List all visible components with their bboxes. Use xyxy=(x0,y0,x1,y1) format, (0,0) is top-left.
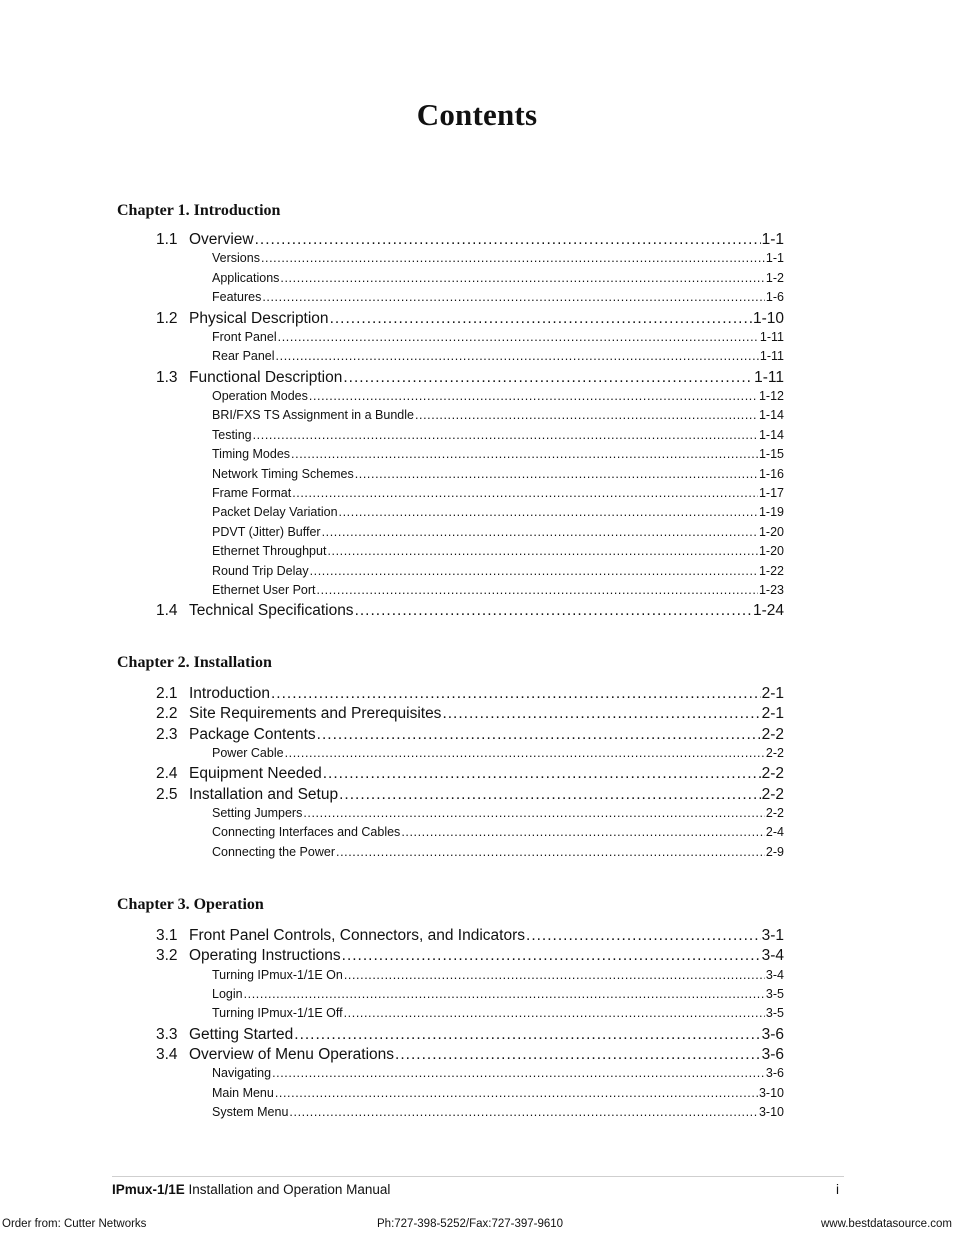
toc-page-number: 1-10 xyxy=(752,309,784,327)
toc-entry-title: Installation and Setup xyxy=(189,785,339,803)
toc-dot-leader xyxy=(262,290,765,304)
toc-page-number: 3-4 xyxy=(761,947,784,965)
footer-page-number: i xyxy=(836,1182,839,1197)
toc-section-entry[interactable] xyxy=(156,685,784,706)
toc-entry-title: Introduction xyxy=(189,685,270,702)
toc-dot-leader xyxy=(339,505,758,519)
toc-section-entry[interactable] xyxy=(156,726,784,747)
footer-manual-name: Installation and Operation Manual xyxy=(188,1182,391,1197)
toc-subsection-entry[interactable] xyxy=(212,825,784,843)
toc-entry-title: Technical Specifications xyxy=(189,602,354,620)
toc-subsection-entry[interactable] xyxy=(212,290,784,308)
toc-subsection-entry[interactable] xyxy=(212,408,784,426)
toc-dot-leader xyxy=(415,408,758,422)
toc-entry-title: Versions xyxy=(212,251,260,266)
toc-subsection-entry[interactable] xyxy=(212,968,784,986)
toc-page-number: 2-2 xyxy=(761,725,784,743)
toc-section-number: 1.4 xyxy=(156,602,178,620)
toc-dot-leader xyxy=(292,486,758,500)
toc-dot-leader xyxy=(289,1105,758,1119)
toc-entry-title: Operating Instructions xyxy=(189,947,341,965)
toc-dot-leader xyxy=(342,947,761,965)
toc-page-number: 1-11 xyxy=(759,329,784,344)
toc-subsection-entry[interactable] xyxy=(212,525,784,543)
toc-dot-leader xyxy=(317,583,758,597)
toc-entry-title: Turning IPmux-1/1E On xyxy=(212,967,343,982)
footer-divider xyxy=(112,1176,844,1177)
toc-subsection-entry[interactable] xyxy=(212,428,784,446)
toc-page-number: 2-1 xyxy=(761,705,784,723)
toc-dot-leader xyxy=(255,231,761,249)
toc-subsection-entry[interactable] xyxy=(212,1086,784,1104)
toc-page-number: 3-10 xyxy=(758,1105,784,1120)
toc-dot-leader xyxy=(278,330,759,344)
toc-subsection-entry[interactable] xyxy=(212,505,784,523)
toc-subsection-entry[interactable] xyxy=(212,806,784,824)
toc-entry-title: Rear Panel xyxy=(212,349,275,364)
toc-dot-leader xyxy=(343,369,753,387)
toc-dot-leader xyxy=(309,389,758,403)
toc-section-entry[interactable] xyxy=(156,602,784,623)
toc-subsection-entry[interactable] xyxy=(212,389,784,407)
toc-dot-leader xyxy=(355,602,752,620)
page-title: Contents xyxy=(416,97,538,132)
toc-dot-leader xyxy=(275,1086,758,1100)
toc-dot-leader xyxy=(276,349,759,363)
toc-section-number: 3.1 xyxy=(156,927,178,944)
toc-entry-title: System Menu xyxy=(212,1105,289,1120)
toc-subsection-entry[interactable] xyxy=(212,349,784,367)
phone-fax-text: Ph:727-398-5252/Fax:727-397-9610 xyxy=(377,1218,564,1230)
toc-dot-leader xyxy=(253,428,758,442)
toc-dot-leader xyxy=(327,544,758,558)
toc-dot-leader xyxy=(339,786,761,804)
toc-section-number: 3.2 xyxy=(156,947,178,965)
toc-section-number: 1.2 xyxy=(156,309,178,327)
toc-dot-leader xyxy=(280,271,765,285)
toc-entry-title: PDVT (Jitter) Buffer xyxy=(212,524,321,539)
toc-entry-title: Frame Format xyxy=(212,485,292,500)
toc-section-entry[interactable] xyxy=(156,927,784,948)
toc-dot-leader xyxy=(271,685,761,703)
toc-subsection-entry[interactable] xyxy=(212,746,784,764)
toc-page-number: 1-14 xyxy=(758,408,784,423)
toc-entry-title: Packet Delay Variation xyxy=(212,505,338,520)
toc-entry-title: Features xyxy=(212,290,262,305)
toc-subsection-entry[interactable] xyxy=(212,1105,784,1123)
toc-page-number: 3-5 xyxy=(765,987,784,1001)
toc-section-number: 2.3 xyxy=(156,725,178,743)
toc-subsection-entry[interactable] xyxy=(212,486,784,504)
toc-page-number: 2-1 xyxy=(761,685,784,702)
toc-entry-title: BRI/FXS TS Assignment in a Bundle xyxy=(212,408,414,423)
toc-dot-leader xyxy=(336,845,765,859)
toc-dot-leader xyxy=(317,726,761,744)
toc-page-number: 1-17 xyxy=(758,485,784,500)
toc-subsection-entry[interactable] xyxy=(212,544,784,562)
toc-section-number: 1.1 xyxy=(156,231,178,248)
toc-subsection-entry[interactable] xyxy=(212,1066,784,1084)
toc-section-number: 2.5 xyxy=(156,785,178,803)
toc-entry-title: Ethernet Throughput xyxy=(212,544,327,559)
toc-dot-leader xyxy=(323,765,761,783)
toc-entry-title: Applications xyxy=(212,270,280,285)
toc-dot-leader xyxy=(344,1006,765,1020)
toc-subsection-entry[interactable] xyxy=(212,447,784,465)
toc-page-number: 3-5 xyxy=(765,1006,784,1021)
toc-section-number: 2.4 xyxy=(156,765,178,783)
toc-entry-title: Operation Modes xyxy=(212,388,308,403)
toc-section-number: 2.1 xyxy=(156,685,178,702)
toc-entry-title: Connecting the Power xyxy=(212,844,335,859)
toc-entry-title: Package Contents xyxy=(189,725,316,743)
toc-dot-leader xyxy=(442,705,760,723)
toc-subsection-entry[interactable] xyxy=(212,271,784,289)
toc-page-number: 1-1 xyxy=(761,231,784,248)
toc-entry-title: Getting Started xyxy=(189,1025,294,1043)
toc-entry-title: Ethernet User Port xyxy=(212,582,316,597)
toc-section-number: 1.3 xyxy=(156,368,178,386)
toc-page-number: 1-22 xyxy=(758,563,784,578)
toc-dot-leader xyxy=(261,251,765,265)
toc-section-number: 3.3 xyxy=(156,1025,178,1043)
toc-page-number: 1-2 xyxy=(765,270,784,285)
toc-subsection-entry[interactable] xyxy=(212,251,784,269)
toc-entry-title: Login xyxy=(212,987,243,1001)
toc-entry-title: Front Panel Controls, Connectors, and Indicators xyxy=(189,927,526,944)
toc-section-entry[interactable] xyxy=(156,369,784,390)
toc-section-entry[interactable] xyxy=(156,1046,784,1067)
toc-dot-leader xyxy=(322,525,758,539)
toc-entry-title: Navigating xyxy=(212,1066,272,1081)
toc-entry-title: Overview xyxy=(189,231,254,248)
toc-section-entry[interactable] xyxy=(156,231,784,252)
footer-manual-title xyxy=(112,1182,390,1197)
toc-page-number: 3-4 xyxy=(765,967,784,982)
toc-page-number: 3-6 xyxy=(765,1066,784,1081)
toc-subsection-entry[interactable] xyxy=(212,987,784,1005)
toc-entry-title: Front Panel xyxy=(212,329,277,344)
toc-page-number: 1-24 xyxy=(752,602,784,620)
toc-entry-title: Overview of Menu Operations xyxy=(189,1046,395,1064)
toc-dot-leader xyxy=(344,968,765,982)
toc-section-entry[interactable] xyxy=(156,310,784,331)
toc-section-number: 3.4 xyxy=(156,1046,178,1064)
order-from-text: Order from: Cutter Networks xyxy=(2,1218,147,1230)
toc-entry-title: Physical Description xyxy=(189,309,329,327)
toc-dot-leader xyxy=(526,927,761,945)
chapter-heading: Chapter 3. Operation xyxy=(117,896,264,913)
toc-subsection-entry[interactable] xyxy=(212,845,784,863)
toc-subsection-entry[interactable] xyxy=(212,583,784,601)
toc-dot-leader xyxy=(395,1046,761,1064)
toc-page-number: 2-2 xyxy=(761,785,784,803)
toc-dot-leader xyxy=(285,746,765,760)
toc-entry-title: Setting Jumpers xyxy=(212,805,303,820)
footer-product-name: IPmux-1/1E xyxy=(112,1182,185,1197)
toc-dot-leader xyxy=(330,310,752,328)
toc-dot-leader xyxy=(401,825,765,839)
toc-entry-title: Round Trip Delay xyxy=(212,563,309,578)
toc-page-number: 1-6 xyxy=(765,290,784,305)
toc-page-number: 2-2 xyxy=(765,805,784,820)
toc-subsection-entry[interactable] xyxy=(212,330,784,348)
website-text: www.bestdatasource.com xyxy=(820,1218,952,1230)
toc-page-number: 3-10 xyxy=(758,1085,784,1100)
toc-page-number: 2-2 xyxy=(765,745,784,760)
toc-section-entry[interactable] xyxy=(156,705,784,726)
toc-section-number: 2.2 xyxy=(156,705,178,723)
toc-section-entry[interactable] xyxy=(156,765,784,786)
toc-page-number: 1-15 xyxy=(758,447,784,462)
toc-entry-title: Testing xyxy=(212,427,252,442)
toc-page-number: 3-6 xyxy=(761,1025,784,1043)
toc-dot-leader xyxy=(310,564,758,578)
toc-entry-title: Equipment Needed xyxy=(189,765,322,783)
toc-page-number: 1-14 xyxy=(758,427,784,442)
toc-page-number: 1-23 xyxy=(758,582,784,597)
toc-page-number: 1-16 xyxy=(758,466,784,481)
toc-page-number: 1-1 xyxy=(765,251,784,266)
toc-page-number: 1-11 xyxy=(759,349,784,364)
toc-page-number: 2-9 xyxy=(765,844,784,859)
toc-subsection-entry[interactable] xyxy=(212,564,784,582)
toc-page-number: 3-1 xyxy=(761,927,784,944)
toc-dot-leader xyxy=(244,987,765,1001)
toc-entry-title: Network Timing Schemes xyxy=(212,466,354,481)
toc-dot-leader xyxy=(291,447,758,461)
toc-dot-leader xyxy=(294,1026,760,1044)
toc-entry-title: Connecting Interfaces and Cables xyxy=(212,825,401,840)
toc-page-number: 1-20 xyxy=(758,524,784,539)
toc-entry-title: Site Requirements and Prerequisites xyxy=(189,705,442,723)
toc-entry-title: Turning IPmux-1/1E Off xyxy=(212,1006,343,1021)
toc-entry-title: Main Menu xyxy=(212,1085,274,1100)
toc-entry-title: Timing Modes xyxy=(212,447,291,462)
toc-dot-leader xyxy=(355,467,758,481)
toc-dot-leader xyxy=(303,806,765,820)
toc-dot-leader xyxy=(272,1066,765,1080)
toc-section-entry[interactable] xyxy=(156,1026,784,1047)
toc-subsection-entry[interactable] xyxy=(212,1006,784,1024)
toc-entry-title: Functional Description xyxy=(189,368,343,386)
toc-page-number: 3-6 xyxy=(761,1046,784,1064)
toc-page-number: 1-12 xyxy=(758,388,784,403)
chapter-heading: Chapter 2. Installation xyxy=(117,654,272,671)
toc-page-number: 1-11 xyxy=(754,368,784,386)
toc-entry-title: Power Cable xyxy=(212,745,284,760)
chapter-heading: Chapter 1. Introduction xyxy=(117,202,281,219)
toc-section-entry[interactable] xyxy=(156,786,784,807)
toc-page-number: 2-4 xyxy=(765,825,784,840)
toc-section-entry[interactable] xyxy=(156,947,784,968)
toc-page-number: 2-2 xyxy=(761,765,784,783)
toc-page-number: 1-20 xyxy=(758,544,784,559)
toc-page-number: 1-19 xyxy=(758,505,784,520)
toc-subsection-entry[interactable] xyxy=(212,467,784,485)
